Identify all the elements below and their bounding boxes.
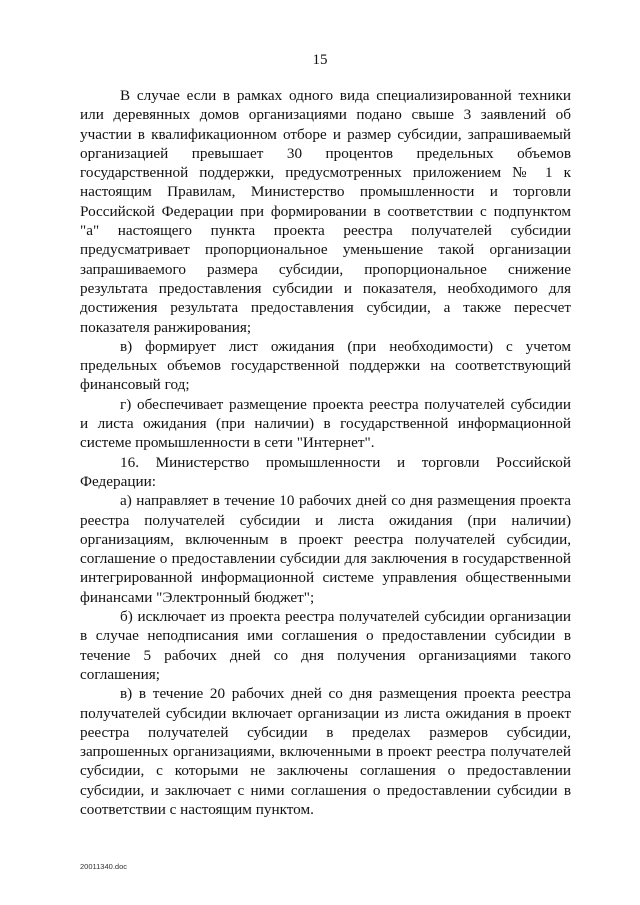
paragraph-clause-16: 16. Министерство промышленности и торговли Российской Федерации: (80, 453, 571, 490)
paragraph-item-v-inclusion: в) в течение 20 рабочих дней со дня размещения проекта реестра получателей субсидии включает организации из листа ожидания в проект реестра получателей субсидии в пределах размеров субсидии, запрошенных организациями, включенными в проект реестра получателей субсидии, с которыми не заключены соглашения о предоставлении субсидии, и заключает с ними соглашения о предоставлении субсидии в соответствии с настоящим пунктом. (80, 685, 571, 818)
paragraph-item-g-publication: г) обеспечивает размещение проекта реестра получателей субсидии и листа ожидания (при наличии) в государственной информационной системе промышленности в сети "Интернет". (80, 395, 571, 452)
paragraph-item-b-exclusion: б) исключает из проекта реестра получателей субсидии организации в случае неподписания ими соглашения о предоставлении субсидии в течение 5 рабочих дней со дня получения организациями такого соглашения; (80, 608, 571, 683)
paragraph-reduction-rule: В случае если в рамках одного вида специализированной техники или деревянных домов организациями подано свыше 3 заявлений об участии в квалификационном отборе и размер субсидии, запрашиваемый организацией превышает 30 процентов предельных объемов государственной поддержки, предусмотренных приложением № 1 к настоящим Правилам, Министерство промышленности и торговли Российской Федерации при формировании в соответствии с подпунктом "а" настоящего пункта проекта реестра получателей субсидии предусматривает пропорциональное уменьшение такой организации запрашиваемого размера субсидии, пропорциональное снижение результата предоставления субсидии и показателя, необходимого для достижения результата предоставления субсидии, а также пересчет показателя ранжирования; (80, 87, 571, 336)
document-body (80, 86, 571, 819)
footer-file-code: 20011340.doc (80, 862, 127, 871)
page-number: 15 (312, 52, 328, 68)
paragraph-item-a-agreement: а) направляет в течение 10 рабочих дней со дня размещения проекта реестра получателей субсидии и листа ожидания (при наличии) организациям, включенным в проект реестра получателей субсидии, соглашение о предоставлении субсидии для заключения в государственной интегрированной информационной системе управления общественными финансами "Электронный бюджет"; (80, 492, 571, 606)
paragraph-item-v-waiting-list: в) формирует лист ожидания (при необходимости) с учетом предельных объемов государственной поддержки на соответствующий финансовый год; (80, 337, 571, 394)
